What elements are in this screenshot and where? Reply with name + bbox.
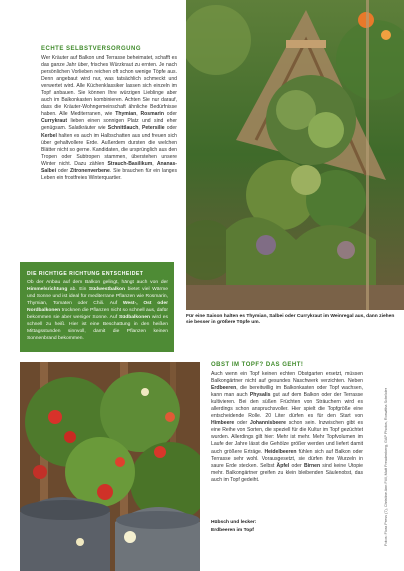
photo-caption-strawberries — [211, 519, 331, 534]
photo-strawberries — [20, 362, 200, 571]
section-heading-himmelsrichtung: DIE RICHTIGE RICHTUNG ENTSCHEIDET — [27, 271, 144, 277]
caption-line-2: Erdbeeren im Topf — [211, 527, 254, 533]
caption-line-1: Hübsch und lecker: — [211, 520, 257, 525]
photo-caption-herb-wine-rack: Für eine Saison halten es Thymian, Salbei oder Currykraut im Weinregal aus, dann ziehen sie besser in größere Töpfe um. — [186, 314, 395, 326]
herb-planter-illustration — [186, 0, 404, 310]
photo-credits: Fotos: Flora Press (7), Christine Ann Föll, Matt Freudenberg, GAP Photos, Roswitha Schröder — [384, 388, 388, 546]
section-body-selbstversorgung: Wer Kräuter auf Balkon und Terrasse beheimatet, schafft es das ganze Jahr über, frisches Würzkraut zu ernten. Je nach persönlichen Vorlieben reichen oft schon wenige Töpfe aus. Denn angebaut wird nur, was tatsächlich schmeckt und verwertet wird. Alle Küchenklassiker lassen sich einzeln im Topf anbauen. Sie können Ihre würzigen Lieblinge aber auch im Balkonkasten kombinieren. Achten Sie nur darauf, dass die Kräuter-Wohngemeinschaft ähnliche Bedürfnisse haben. Alle Mediterranen, wie Thymian, Rosmarin oder Currykraut lieben einen sonnigen Platz und sind eher genügsam. Salatkräuter wie Schnittlauch, Petersilie oder Kerbel halten es auch im Halbschatten aus und freuen sich über gehaltvollere Erde. Außerdem dursten die welchen Blätter nicht so gerne. Kandidaten, die ursprünglich aus den Tropen oder Subtropen stammen, überstehen unsere Winter nicht. Dazu zählen Strauch-Basilikum, Ananas-Salbei oder Zitronenverbene. Sie brauchen für ein langes Leben ein frostfreies Winterquartier. — [41, 55, 177, 181]
strawberry-pots-illustration — [20, 362, 200, 571]
section-heading-selbstversorgung: ECHTE SELBSTVERSORGUNG — [41, 46, 142, 52]
section-heading-obst-im-topf: OBST IM TOPF? DAS GEHT! — [211, 362, 304, 368]
section-body-himmelsrichtung: Ob der Anbau auf dem Balkon gelingt, hängt auch von der Himmelsrichtung ab. Ein Südwestbalkon bietet viel Wärme und Sonne und ist ideal für mediterrane Pflanzen wie Rosmarin, Thymian, Tomaten oder Chili. Auf West-, Ost oder Nordbalkonen trocknen die Pflanzen nicht so schnell aus, dafür bekommen sie aber weniger Sonne. Auf Südbalkonen wird es schnell zu heiß. Hier ist eine Beschattung in den heißen Mittagsstunden sinnvoll, damit die Pflanzen keinen Sonnenbrand bekommen. — [27, 280, 168, 341]
section-body-obst-im-topf: Auch wenn ein Topf keinen echten Obstgarten ersetzt, müssen Balkongärtner nicht auf gesundes Naschwerk verzichten. Neben Erdbeeren, die bereitwillig im Balkonkasten oder Topf wachsen, kann man auch Physalis gut auf dem Balkon oder der Terrasse kultivieren. Bei den süßen Früchten von Sträuchern wird es allerdings schon anspruchsvoller. Hier spielt die Topfgröße eine entscheidende Rolle. 20 Liter dürfen es für den Start von Himbeere oder Johannisbeere schon sein. Inzwischen gibt es eine Reihe von Sorten, die speziell für die Kultur im Topf gezüchtet wurden. Allerdings gilt hier: Mehr ist mehr. Mehr Topfvolumen im Laufe der Jahre lässt die Gehölze größer werden und liefert damit auch größere Erträge. Heidelbeeren fühlen sich auf Balkon oder Terrasse sehr wohl. Vorausgesetzt, sie dürfen ihre Wurzeln in saure Erde stecken. Selbst Äpfel oder Birnen sind keine Utopie mehr. Balkongärtner greifen zu klein bleibenden Säulenobst, das auch im Topf gedeiht. — [211, 371, 364, 483]
photo-herb-wine-rack — [186, 0, 404, 310]
info-box-himmelsrichtung — [20, 262, 174, 352]
